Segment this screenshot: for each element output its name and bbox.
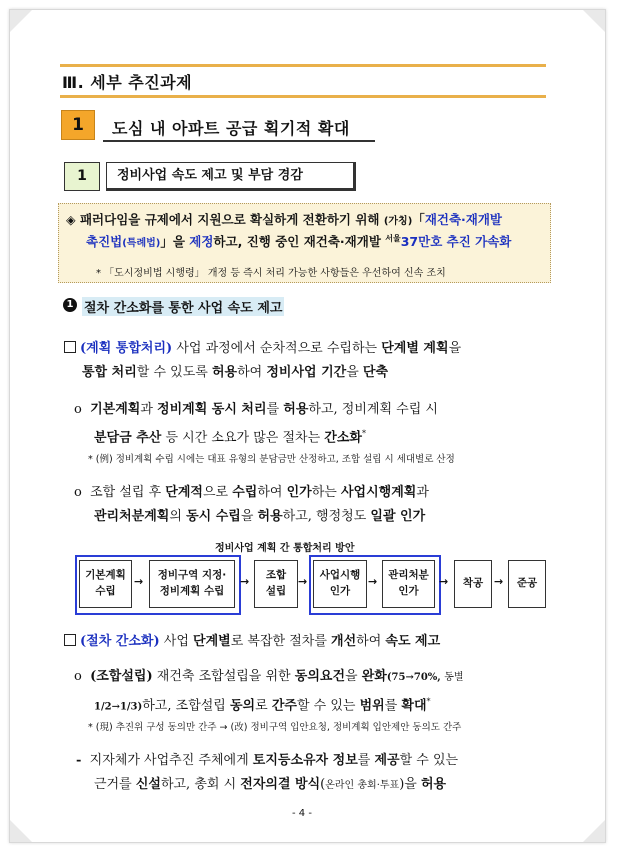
- callout-text: 서울: [385, 233, 401, 243]
- flow-step: [254, 560, 298, 608]
- flow-step-label: 정비구역 지정·: [157, 569, 227, 582]
- text: 과: [416, 485, 429, 500]
- section-rule-top: [60, 64, 546, 67]
- paragraph-procedure: [64, 630, 554, 654]
- text: 를: [384, 698, 402, 714]
- text: 허용: [283, 402, 309, 417]
- text: 조합 설립 후: [90, 485, 166, 500]
- text: 동시 수립: [186, 509, 241, 524]
- arrow-right-icon: →: [494, 575, 504, 588]
- text: 하는: [311, 485, 341, 500]
- text: 할 수 있는: [296, 698, 360, 714]
- flow-step-label: 정비계획 수립: [159, 585, 225, 597]
- text: 하여: [257, 485, 287, 500]
- text: 확대: [401, 698, 427, 714]
- text: 동의: [230, 698, 256, 714]
- text: 하고, 정비계획 수립 시: [308, 402, 438, 417]
- text: 단계별 계획: [381, 341, 449, 356]
- flow-step-label: 조합: [265, 569, 287, 582]
- page-number: - 4 -: [292, 808, 312, 819]
- page-corner: [10, 10, 32, 32]
- diagram-title: 정비사업 계획 간 통합처리 방안: [215, 543, 355, 554]
- heading1-underline: [103, 140, 375, 142]
- text: 동별: [444, 672, 464, 683]
- callout-text: 」을: [160, 234, 190, 249]
- text: 인가: [286, 485, 312, 500]
- flow-step-label: 사업시행: [319, 569, 361, 582]
- paragraph-basic-plan: [74, 398, 554, 450]
- text: (: [320, 777, 326, 792]
- text: 일괄 인가: [370, 509, 426, 524]
- text: 1/2→1/3): [94, 701, 143, 713]
- flow-step-label: 준공: [516, 577, 538, 590]
- text: 과: [140, 402, 158, 417]
- text: )을: [399, 777, 421, 792]
- text: 허용: [257, 509, 283, 524]
- footnote-2: * (現) 추진위 구성 동의만 간주 → (改) 정비구역 입안요청, 정비계획 입안제안 동의도 간주: [88, 722, 462, 733]
- circle-bullet-icon: o: [74, 669, 82, 684]
- text: 를: [266, 402, 284, 417]
- callout-highlight: 37만호 추진 가속화: [400, 234, 512, 249]
- text: 간소화: [324, 430, 362, 446]
- text: 을: [448, 341, 462, 356]
- text: 을: [345, 669, 362, 684]
- text: 하여: [237, 365, 267, 380]
- flow-step: [313, 560, 367, 608]
- dash-bullet-icon: -: [76, 753, 82, 768]
- callout-text: 하고, 진행 중인 재건축·재개발: [213, 234, 386, 249]
- flow-step-label: 착공: [462, 577, 484, 590]
- text: 완화: [361, 669, 387, 684]
- flow-step: [508, 560, 546, 608]
- text: (75→70%,: [386, 672, 445, 683]
- diamond-icon: ◈: [66, 212, 76, 227]
- text: 분담금 추산: [94, 430, 162, 446]
- text: 로 복잡한 절차를: [230, 634, 332, 649]
- text: 정비사업 기간: [266, 365, 347, 380]
- page-corner: [10, 820, 32, 842]
- text: *: [361, 429, 366, 438]
- number-one-icon: 1: [63, 298, 77, 312]
- text: 동의요건: [294, 669, 345, 684]
- flow-step: [382, 560, 435, 608]
- text: 허용: [420, 777, 447, 792]
- text: 를: [357, 753, 375, 768]
- text: 근거를: [94, 777, 136, 792]
- heading2-title: 정비사업 속도 제고 및 부담 경감: [106, 162, 356, 191]
- text: 의: [169, 509, 187, 524]
- text: 단계적: [165, 485, 203, 500]
- text: 할 수 있도록: [136, 365, 212, 380]
- text: 재건축 조합설립을 위한: [152, 669, 295, 684]
- callout-highlight: (특례법): [122, 238, 161, 249]
- heading1-number: 1: [61, 110, 95, 140]
- paragraph-association-setup: [74, 665, 554, 719]
- callout-note: * 「도시정비법 시행령」 개정 등 즉시 처리 가능한 사항들은 우선하여 신속 조치: [96, 268, 446, 279]
- text: 속도 제고: [385, 634, 441, 649]
- text: 허용: [211, 365, 238, 380]
- paragraph-plan-integration: [64, 337, 554, 385]
- text: 온라인 총회·투표: [325, 780, 400, 791]
- text: 정비계획 동시 처리: [157, 402, 267, 417]
- circle-bullet-icon: o: [74, 402, 82, 417]
- callout-text: 패러다임을 규제에서 지원으로 확실하게 전환하기 위해: [79, 212, 384, 227]
- paragraph-tag: (계획 통합처리): [80, 341, 173, 356]
- text: 토지등소유자 정보: [252, 753, 358, 768]
- text: 수립: [232, 485, 258, 500]
- text: 을: [346, 365, 363, 380]
- footnote-1: * (例) 정비계획 수립 시에는 대표 유형의 분담금만 산정하고, 조합 설립 시 세대별로 산정: [88, 454, 455, 465]
- text: 하고, 행정청도: [282, 509, 371, 524]
- arrow-right-icon: →: [240, 575, 250, 588]
- arrow-right-icon: →: [134, 575, 144, 588]
- flow-step: [149, 560, 235, 608]
- callout-text: 「: [412, 212, 425, 227]
- heading2-number: 1: [64, 162, 100, 191]
- paragraph-owner-info: [76, 749, 554, 798]
- flow-step-label: 인가: [398, 585, 419, 597]
- arrow-right-icon: →: [439, 575, 449, 588]
- checkbox-bullet-icon: [64, 634, 76, 646]
- callout-highlight: 촉진법: [86, 234, 123, 249]
- text: 관리처분계획: [94, 509, 170, 524]
- text: 통합 처리: [82, 365, 137, 380]
- text: 사업시행계획: [340, 485, 417, 500]
- callout-text: (가칭): [383, 216, 413, 227]
- text: 제공: [374, 753, 400, 768]
- heading1-title: 도심 내 아파트 공급 획기적 확대: [112, 119, 350, 138]
- text: 지자체가 사업추진 주체에게: [89, 753, 253, 768]
- text: 사업: [159, 634, 194, 649]
- text: 기본계획: [90, 402, 141, 417]
- text: 개선: [331, 634, 357, 649]
- text: 신설: [135, 777, 161, 792]
- paragraph-association: [74, 481, 554, 529]
- flow-step-label: 기본계획: [85, 569, 126, 582]
- callout-highlight: 제정: [189, 234, 214, 249]
- text: 단계별: [193, 634, 231, 649]
- text: 전자의결 방식: [240, 777, 321, 792]
- text: 하여: [356, 634, 386, 649]
- text: 을: [240, 509, 258, 524]
- text: 로: [255, 698, 272, 714]
- callout-line-1: [66, 210, 502, 228]
- text: 하고, 총회 시: [160, 777, 241, 792]
- section-title: Ⅲ. 세부 추진과제: [62, 73, 193, 92]
- text: 범위: [359, 698, 385, 714]
- page-corner: [583, 10, 605, 32]
- text: 할 수 있는: [399, 753, 459, 768]
- checkbox-bullet-icon: [64, 341, 76, 353]
- callout-line-2: [86, 232, 511, 250]
- arrow-right-icon: →: [368, 575, 378, 588]
- text: 하고, 조합설립: [142, 698, 230, 714]
- paragraph-tag: (절차 간소화): [80, 634, 160, 649]
- section-rule-bottom: [60, 95, 546, 98]
- callout-highlight: 재건축·재개발: [424, 212, 503, 227]
- arrow-right-icon: →: [298, 575, 308, 588]
- text: 등 시간 소요가 많은 절차는: [161, 430, 325, 446]
- flow-step-label: 인가: [329, 585, 351, 597]
- flow-step-label: 설립: [265, 585, 287, 597]
- text: *: [426, 697, 431, 706]
- circle-bullet-icon: o: [74, 485, 82, 500]
- flow-step-label: 관리처분: [388, 569, 429, 582]
- text: 간주: [271, 698, 297, 714]
- text: 사업 과정에서 순차적으로 수립하는: [172, 341, 382, 356]
- text: 단축: [362, 365, 389, 380]
- page-corner: [583, 820, 605, 842]
- flow-step: [454, 560, 492, 608]
- subsection-title: 절차 간소화를 통한 사업 속도 제고: [82, 297, 284, 316]
- text: 으로: [202, 485, 233, 500]
- flow-step-label: 수립: [95, 585, 116, 597]
- text: (조합설립): [90, 669, 153, 684]
- flow-step: [79, 560, 132, 608]
